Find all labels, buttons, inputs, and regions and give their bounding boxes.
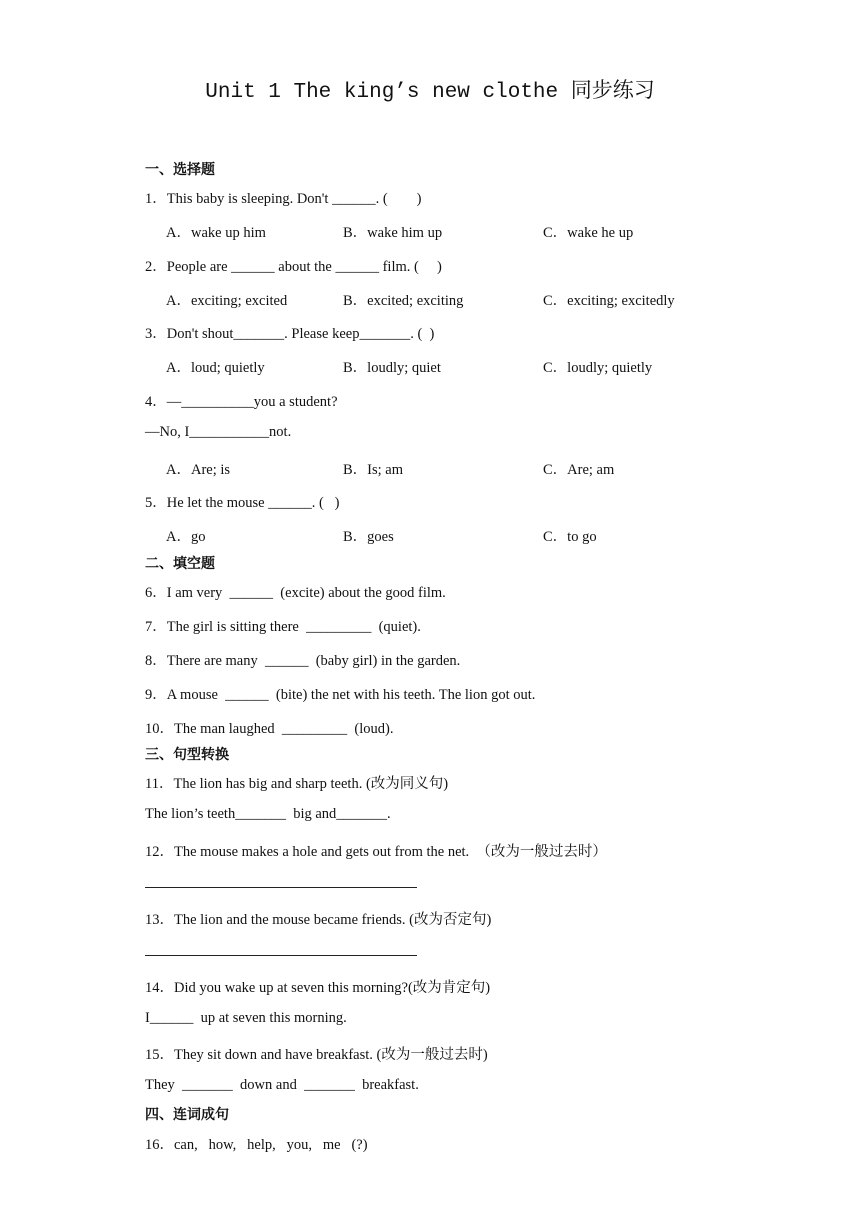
question-7: 7．The girl is sitting there _________ (quiet).: [145, 619, 421, 635]
q1-option-b: B．wake him up: [343, 225, 443, 241]
question-11-answer: The lion’s teeth_______ big and_______.: [145, 806, 391, 822]
question-12: 12．The mouse makes a hole and gets out from the net. （改为一般过去时）: [145, 844, 607, 860]
question-4: 4．—__________you a student?: [145, 394, 338, 410]
question-15-answer: They _______ down and _______ breakfast.: [145, 1077, 419, 1093]
question-14-answer: I______ up at seven this morning.: [145, 1010, 347, 1026]
section-heading-choice: 一、选择题: [145, 162, 215, 178]
answer-line-13: [145, 955, 417, 956]
question-15: 15．They sit down and have breakfast. (改为一般过去时): [145, 1047, 488, 1063]
q3-option-c: C．loudly; quietly: [543, 360, 653, 376]
question-4-reply: —No, I___________not.: [145, 424, 292, 440]
q2-option-b: B．excited; exciting: [343, 293, 464, 309]
page-title: Unit 1 The king’s new clothe 同步练习: [205, 81, 655, 104]
question-11: 11．The lion has big and sharp teeth. (改为同义句): [145, 776, 449, 792]
q1-option-a: A．wake up him: [166, 225, 266, 241]
question-10: 10．The man laughed _________ (loud).: [145, 721, 394, 737]
q4-option-b: B．Is; am: [343, 462, 404, 478]
question-1: 1．This baby is sleeping. Don't ______. ( ): [145, 191, 422, 207]
answer-line-12: [145, 887, 417, 888]
q4-option-a: A．Are; is: [166, 462, 231, 478]
question-14: 14．Did you wake up at seven this morning?(改为肯定句): [145, 980, 491, 996]
section-heading-fill: 二、填空题: [145, 556, 215, 572]
section-heading-sentence: 四、连词成句: [145, 1107, 229, 1123]
question-13: 13．The lion and the mouse became friends. (改为否定句): [145, 912, 492, 928]
q5-option-b: B．goes: [343, 529, 394, 545]
question-16: 16．can, how, help, you, me (?): [145, 1137, 368, 1153]
q3-option-a: A．loud; quietly: [166, 360, 265, 376]
q5-option-a: A．go: [166, 529, 206, 545]
q4-option-c: C．Are; am: [543, 462, 615, 478]
question-6: 6．I am very ______ (excite) about the good film.: [145, 585, 446, 601]
question-2: 2．People are ______ about the ______ film. ( ): [145, 259, 442, 275]
question-8: 8．There are many ______ (baby girl) in the garden.: [145, 653, 461, 669]
section-heading-transform: 三、句型转换: [145, 747, 229, 763]
question-9: 9．A mouse ______ (bite) the net with his teeth. The lion got out.: [145, 687, 536, 703]
q5-option-c: C．to go: [543, 529, 597, 545]
q1-option-c: C．wake he up: [543, 225, 634, 241]
question-3: 3．Don't shout_______. Please keep_______. ( ): [145, 326, 435, 342]
q3-option-b: B．loudly; quiet: [343, 360, 441, 376]
question-5: 5．He let the mouse ______. ( ): [145, 495, 340, 511]
q2-option-c: C．exciting; excitedly: [543, 293, 675, 309]
q2-option-a: A．exciting; excited: [166, 293, 288, 309]
